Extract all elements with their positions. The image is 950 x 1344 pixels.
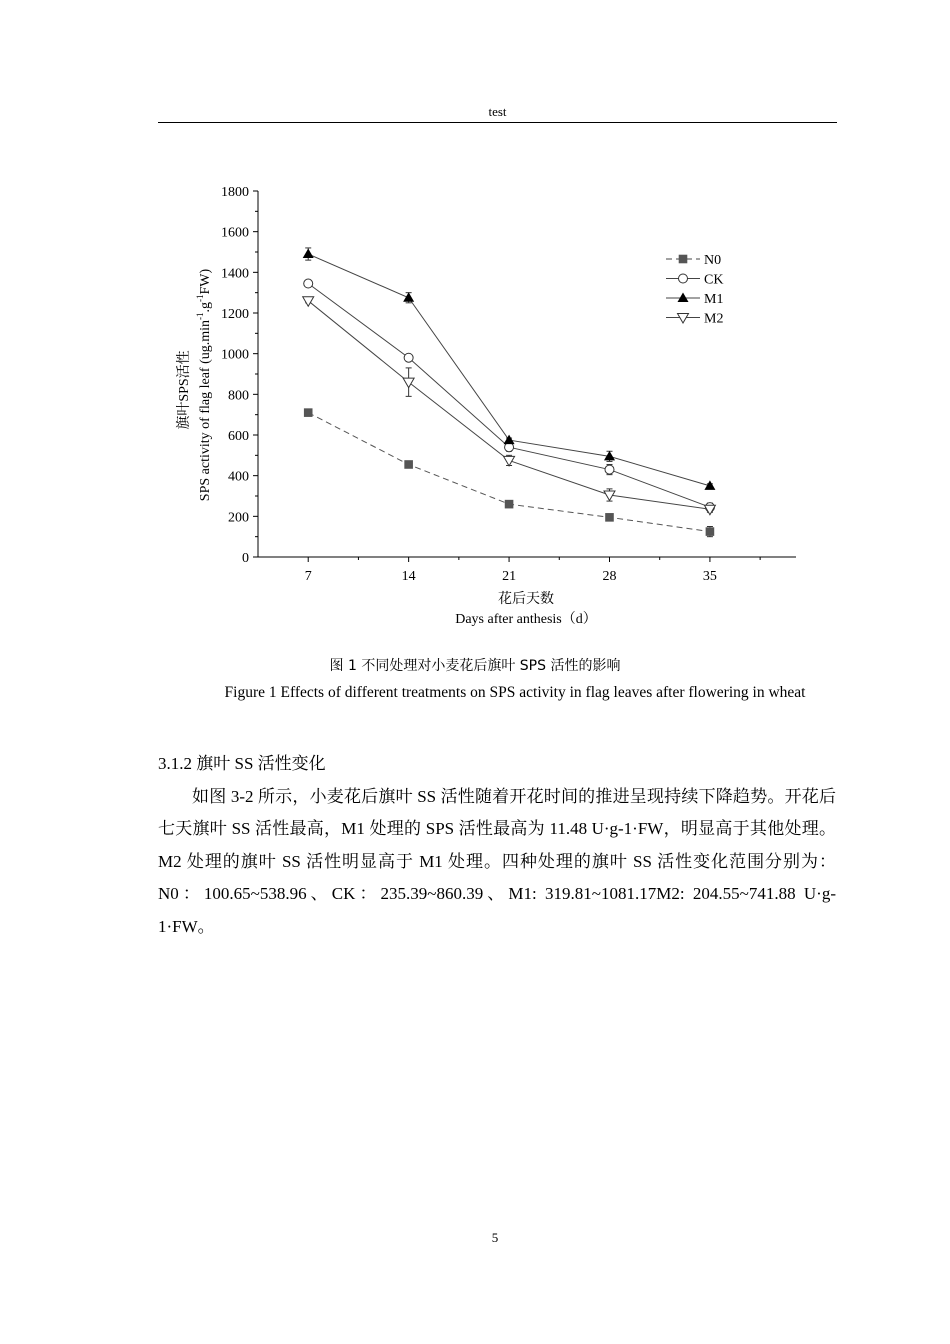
point-marker bbox=[404, 353, 413, 362]
y-tick-label: 1400 bbox=[221, 266, 249, 282]
y-tick-label: 400 bbox=[228, 469, 249, 485]
y-tick-label: 0 bbox=[242, 551, 249, 566]
sps-activity-chart bbox=[160, 170, 820, 640]
section-body bbox=[158, 748, 836, 943]
page-header: test bbox=[488, 104, 507, 119]
y-tick-label: 1600 bbox=[221, 225, 249, 241]
y-tick-label: 1800 bbox=[221, 185, 249, 200]
x-tick-label: 28 bbox=[602, 569, 617, 584]
y-tick-label: 200 bbox=[228, 510, 249, 526]
series-line bbox=[308, 301, 710, 509]
point-marker bbox=[504, 435, 515, 445]
point-marker bbox=[405, 461, 413, 469]
chart-axes bbox=[221, 185, 796, 584]
x-tick-label: 7 bbox=[304, 569, 312, 584]
legend-item-ck bbox=[666, 273, 723, 288]
y-axis-label-cn: 旗叶SPS活性 bbox=[177, 350, 192, 430]
point-marker bbox=[505, 500, 513, 508]
y-axis-label-en: SPS activity of flag leaf $(ug.\min^{-1}.g^{-1}FW)$ bbox=[195, 268, 213, 502]
x-axis-label-en: Days after anthesis（d） bbox=[455, 612, 597, 627]
x-tick-label: 21 bbox=[502, 569, 517, 584]
header-rule bbox=[158, 122, 837, 123]
point-marker bbox=[304, 409, 312, 417]
legend-label: M2 bbox=[704, 311, 724, 327]
series-m1 bbox=[303, 248, 716, 490]
figure-caption-en: Figure 1 Effects of different treatments on SPS activity in flag leaves after flowering in wheat bbox=[224, 684, 806, 701]
y-tick-label: 1000 bbox=[221, 347, 249, 363]
point-marker bbox=[678, 293, 689, 303]
series-line bbox=[308, 413, 710, 532]
point-marker bbox=[303, 249, 314, 259]
point-marker bbox=[605, 465, 614, 474]
series-line bbox=[308, 284, 710, 508]
y-tick-label: 600 bbox=[228, 429, 249, 444]
x-axis-label-cn: 花后天数 bbox=[498, 592, 554, 607]
series-ck bbox=[304, 279, 715, 512]
x-tick-label: 14 bbox=[401, 569, 416, 584]
legend-label: N0 bbox=[704, 253, 722, 268]
point-marker bbox=[403, 378, 414, 388]
figure-caption-cn: 图 1 不同处理对小麦花后旗叶 SPS 活性的影响 bbox=[329, 658, 621, 674]
point-marker bbox=[679, 274, 688, 283]
section-paragraph: 如图 3-2 所示，小麦花后旗叶 SS 活性随着开花时间的推进呈现持续下降趋势。开花后七天旗叶 SS 活性最高，M1 处理的 SPS 活性最高为 11.48 U·g-1·FW，明显高于其他处理。M2 处理的旗叶 SS 活性明显高于 M1 处理。四种处理的旗叶 SS 活性变化范围分别为：N0：100.65~538.96、CK：235.39~860.39、M1: 319.81~1081.17M2: 204.55~741.88 U·g-1·FW。 bbox=[158, 786, 836, 936]
series-m2 bbox=[303, 297, 716, 515]
point-marker bbox=[678, 314, 689, 324]
legend-item-m2 bbox=[666, 312, 723, 327]
point-marker bbox=[403, 292, 414, 302]
point-marker bbox=[706, 528, 714, 536]
chart-legend bbox=[666, 253, 723, 327]
y-tick-label: 1200 bbox=[221, 307, 249, 322]
point-marker bbox=[504, 456, 515, 466]
legend-item-n0 bbox=[666, 253, 721, 268]
chart-series bbox=[303, 248, 716, 537]
point-marker bbox=[304, 279, 313, 288]
legend-label: CK bbox=[704, 272, 724, 288]
x-tick-label: 35 bbox=[702, 569, 717, 584]
section-heading: 3.1.2 旗叶 SS 活性变化 bbox=[158, 754, 326, 773]
legend-label: M1 bbox=[704, 292, 724, 307]
y-tick-label: 800 bbox=[228, 388, 249, 404]
point-marker bbox=[606, 514, 614, 522]
point-marker bbox=[679, 255, 687, 263]
legend-item-m1 bbox=[666, 292, 723, 307]
point-marker bbox=[303, 297, 314, 307]
page-number: 5 bbox=[491, 1230, 499, 1245]
series-n0 bbox=[304, 409, 713, 537]
